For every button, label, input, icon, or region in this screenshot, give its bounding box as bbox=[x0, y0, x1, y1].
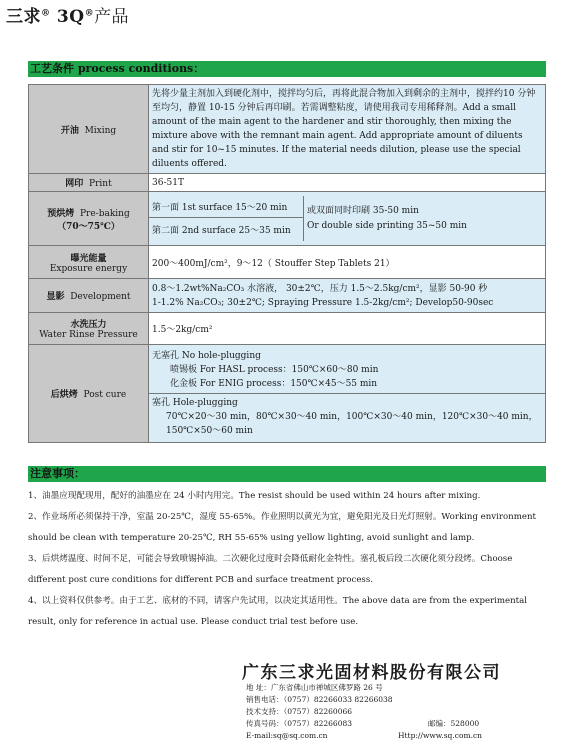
table-row bbox=[29, 345, 546, 443]
website-link[interactable]: Http://www.sq.com.cn bbox=[398, 731, 482, 740]
table-row bbox=[29, 246, 546, 279]
sales-phone: 销售电话：（0757）82266033 82266038 bbox=[246, 695, 393, 704]
notes-list bbox=[28, 486, 548, 633]
table-row bbox=[29, 192, 546, 246]
no-plug-block: 无塞孔 No hole-plugging 喷锡板 For HASL process：150℃×60～80 min 化金板 For ENIG process：150℃×45～55 min bbox=[149, 347, 545, 394]
list-item: 4、以上资料仅供参考。由于工艺、底材的不同，请客户先试用，以决定其适用性。The above data are from the experimental result, only for reference in actual use. Please conduct trial test before use. bbox=[28, 596, 528, 627]
row-label: 后烘烤 Post cure bbox=[29, 345, 149, 443]
product-header bbox=[6, 2, 129, 27]
row-label: 曝光能量 Exposure energy bbox=[29, 246, 149, 279]
table-row bbox=[29, 313, 546, 345]
email-address: E-mail:sq@sq.com.cn bbox=[246, 731, 328, 740]
development-value: 0.8～1.2wt%Na₂CO₃ 水溶液， 30±2℃，压力 1.5～2.5kg/cm²，显影 50-90 秒 1-1.2% Na₂CO₃; 30±2℃; Spraying Pressure 1.5-2kg/cm²; Develop50-90sec bbox=[149, 279, 546, 313]
table-row bbox=[29, 85, 546, 174]
row-label: 水洗压力 Water Rinse Pressure bbox=[29, 313, 149, 345]
row-label: 显影 Development bbox=[29, 279, 149, 313]
tech-support-phone: 技术支持：（0757）82260066 bbox=[246, 707, 353, 716]
postcode: 邮编：528000 bbox=[428, 719, 480, 728]
list-item: 3、后烘烤温度、时间不足，可能会导致喷锡掉油。二次硬化过度时会降低耐化金特性。塞孔板后段二次硬化须分段烤。Choose different post cure conditions for different PCB and surface treatment process. bbox=[28, 554, 513, 585]
brand-cn: 三求 bbox=[6, 7, 41, 27]
mixing-value: 先将少量主剂加入到硬化剂中，搅拌均匀后，再将此混合物加入到剩余的主剂中，搅拌约10 分钟至均匀，静置 10-15 分钟后再印刷。若需调整粘度，请使用我司专用稀释剂。Add a small amount of the main agent to the hardener and stir thoroughly, then mixing the mixture above with the remnant main agent. Add appropriate amount of diluents and stir for 10~15 minutes. If the material needs dilution, please use the special diluents offered. bbox=[149, 85, 546, 174]
row-label: 网印 Print bbox=[29, 174, 149, 192]
rinse-pressure-value: 1.5～2kg/cm² bbox=[149, 313, 546, 345]
table-row bbox=[29, 279, 546, 313]
product-suffix: 产品 bbox=[94, 7, 130, 27]
prebake-second-surface: 第二面 2nd surface 25～35 min bbox=[149, 218, 304, 242]
list-item: 2、作业场所必须保持干净，室温 20-25℃，湿度 55-65%。作业照明以黄光为宜，避免阳光及日光灯照射。Working environment should be clean with temperature 20-25℃, RH 55-65% using yellow lighting, avoid sunlight and lamp. bbox=[28, 512, 536, 543]
contact-block bbox=[246, 682, 393, 742]
print-value: 36-51T bbox=[149, 174, 546, 192]
process-section-title: 工艺条件 process conditions： bbox=[28, 61, 546, 77]
notes-section-title: 注意事项： bbox=[28, 466, 546, 482]
prebake-double-side: 或双面同时印刷 35-50 min Or double side printing 35~50 min bbox=[307, 205, 467, 231]
registered-mark: ® bbox=[41, 8, 51, 19]
address-line: 地 址：广东省佛山市禅城区佛罗路 26 号 bbox=[246, 683, 383, 692]
post-cure-value bbox=[149, 345, 546, 443]
process-conditions-table bbox=[28, 84, 546, 443]
brand-en: 3Q bbox=[56, 7, 85, 27]
plug-block: 塞孔 Hole-plugging 70℃×20～30 min，80℃×30～40 min，100℃×30～40 min，120℃×30～40 min，150℃×50～60 min bbox=[152, 398, 538, 436]
table-row bbox=[29, 174, 546, 192]
exposure-value: 200～400mJ/cm²，9～12（ Stouffer Step Tablets 21） bbox=[149, 246, 546, 279]
prebake-value bbox=[149, 192, 546, 246]
registered-mark: ® bbox=[84, 8, 95, 19]
row-label: 预烘烤 Pre-baking （70～75℃） bbox=[29, 192, 149, 246]
fax-number: 传真号码：（0757）82266083 bbox=[246, 719, 353, 728]
company-name: 广东三求光固材料股份有限公司 bbox=[242, 663, 501, 683]
list-item: 1、油墨应现配现用，配好的油墨应在 24 小时内用完。The resist should be used within 24 hours after mixing. bbox=[28, 491, 481, 501]
row-label: 开油 Mixing bbox=[29, 85, 149, 174]
prebake-first-surface: 第一面 1st surface 15～20 min bbox=[149, 196, 304, 218]
